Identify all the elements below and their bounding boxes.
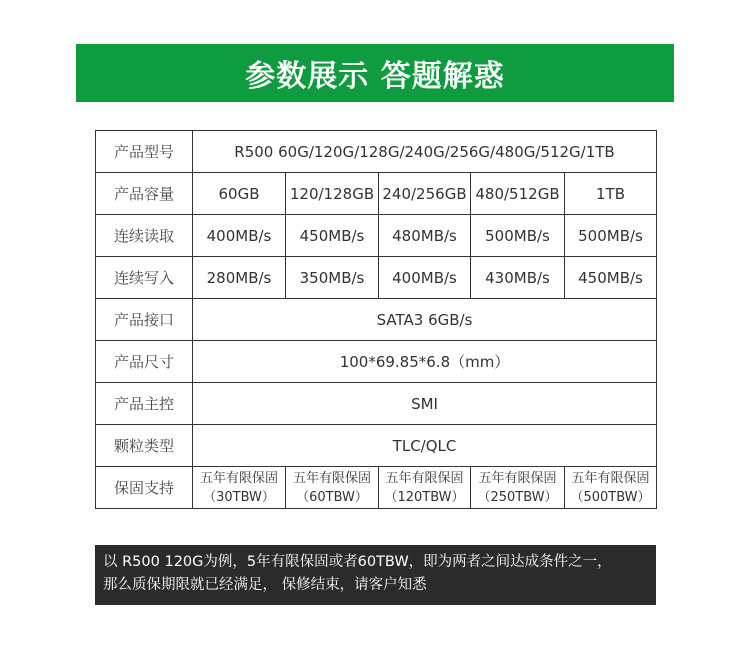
row-label: 颗粒类型 xyxy=(96,425,193,467)
table-row-size xyxy=(96,341,657,383)
read-cell: 450MB/s xyxy=(286,215,379,257)
row-label: 连续写入 xyxy=(96,257,193,299)
table-row-controller xyxy=(96,383,657,425)
banner-background xyxy=(76,44,674,102)
warranty-cell xyxy=(286,467,379,509)
spec-table xyxy=(95,130,657,509)
capacity-cell: 1TB xyxy=(565,173,657,215)
banner xyxy=(72,40,678,106)
capacity-cell: 60GB xyxy=(193,173,286,215)
warranty-cell xyxy=(565,467,657,509)
warranty-tbw: （120TBW） xyxy=(384,489,465,505)
warranty-tbw: （250TBW） xyxy=(477,489,558,505)
warranty-tbw: （60TBW） xyxy=(296,489,368,505)
banner-title: 参数展示 答题解惑 xyxy=(245,59,505,94)
model-value: R500 60G/120G/128G/240G/256G/480G/512G/1TB xyxy=(193,131,657,173)
size-value: 100*69.85*6.8（mm） xyxy=(193,341,657,383)
write-cell: 400MB/s xyxy=(379,257,471,299)
row-label: 保固支持 xyxy=(96,467,193,509)
table-row-capacity xyxy=(96,173,657,215)
warranty-term: 五年有限保固 xyxy=(478,470,557,486)
write-cell: 350MB/s xyxy=(286,257,379,299)
write-cell: 450MB/s xyxy=(565,257,657,299)
capacity-cell: 120/128GB xyxy=(286,173,379,215)
read-cell: 500MB/s xyxy=(565,215,657,257)
table-row-model xyxy=(96,131,657,173)
write-cell: 430MB/s xyxy=(471,257,565,299)
nand-value: TLC/QLC xyxy=(193,425,657,467)
table-row-write xyxy=(96,257,657,299)
warranty-cell xyxy=(471,467,565,509)
row-label: 产品尺寸 xyxy=(96,341,193,383)
row-label: 产品容量 xyxy=(96,173,193,215)
note-line-1: 以 R500 120G为例，5年有限保固或者60TBW，即为两者之间达成条件之一， xyxy=(103,554,612,570)
capacity-cell: 480/512GB xyxy=(471,173,565,215)
read-cell: 480MB/s xyxy=(379,215,471,257)
warranty-note xyxy=(95,545,656,605)
warranty-term: 五年有限保固 xyxy=(385,470,464,486)
controller-value: SMI xyxy=(193,383,657,425)
table-row-warranty xyxy=(96,467,657,509)
row-label: 连续读取 xyxy=(96,215,193,257)
warranty-cell xyxy=(193,467,286,509)
read-cell: 400MB/s xyxy=(193,215,286,257)
interface-value: SATA3 6GB/s xyxy=(193,299,657,341)
row-label: 产品型号 xyxy=(96,131,193,173)
table-row-interface xyxy=(96,299,657,341)
note-line-2: 那么质保期限就已经满足， 保修结束，请客户知悉 xyxy=(103,577,427,593)
warranty-term: 五年有限保固 xyxy=(199,470,278,486)
read-cell: 500MB/s xyxy=(471,215,565,257)
table-row-read xyxy=(96,215,657,257)
warranty-tbw: （500TBW） xyxy=(570,489,651,505)
warranty-term: 五年有限保固 xyxy=(292,470,371,486)
warranty-cell xyxy=(379,467,471,509)
row-label: 产品接口 xyxy=(96,299,193,341)
capacity-cell: 240/256GB xyxy=(379,173,471,215)
warranty-tbw: （30TBW） xyxy=(203,489,275,505)
warranty-term: 五年有限保固 xyxy=(571,470,650,486)
row-label: 产品主控 xyxy=(96,383,193,425)
write-cell: 280MB/s xyxy=(193,257,286,299)
table-row-nand xyxy=(96,425,657,467)
